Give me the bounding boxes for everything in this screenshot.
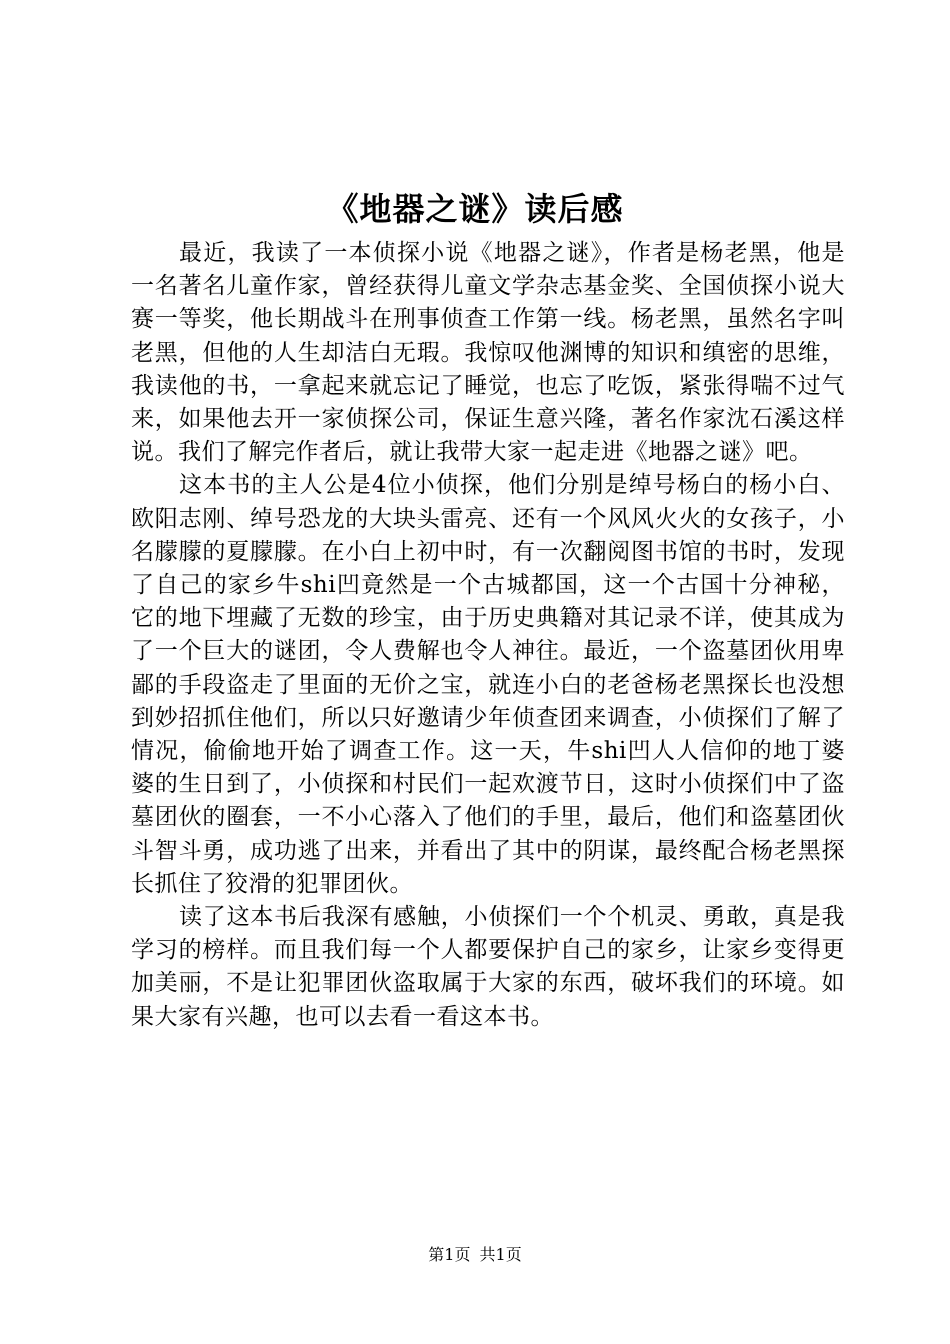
paragraph-1: 最近，我读了一本侦探小说《地器之谜》，作者是杨老黑，他是一名著名儿童作家，曾经获得儿童文学杂志基金奖、全国侦探小说大赛一等奖，他长期战斗在刑事侦查工作第一线。杨老黑，虽然名字叫老黑，但他的人生却洁白无瑕。我惊叹他渊博的知识和缜密的思维，我读他的书，一拿起来就忘记了睡觉，也忘了吃饭，紧张得喘不过气来，如果他去开一家侦探公司，保证生意兴隆，著名作家沈石溪这样说。我们了解完作者后，就让我带大家一起走进《地器之谜》吧。 — [131, 240, 845, 466]
document-title: 《地器之谜》读后感 — [326, 190, 624, 228]
page-number-total: 共1页 — [479, 1245, 522, 1264]
page-number-current: 第1页 — [428, 1245, 471, 1264]
document-body — [131, 237, 845, 1034]
page-footer — [0, 1244, 950, 1266]
paragraph-2: 这本书的主人公是4位小侦探，他们分别是绰号杨白的杨小白、欧阳志刚、绰号恐龙的大块头雷亮、还有一个风风火火的女孩子，小名朦朦的夏朦朦。在小白上初中时，有一次翻阅图书馆的书时，发现了自己的家乡牛shi凹竟然是一个古城都国，这一个古国十分神秘，它的地下埋藏了无数的珍宝，由于历史典籍对其记录不详，使其成为了一个巨大的谜团，令人费解也令人神往。最近，一个盗墓团伙用卑鄙的手段盗走了里面的无价之宝，就连小白的老爸杨老黑探长也没想到妙招抓住他们，所以只好邀请少年侦查团来调查，小侦探们了解了情况，偷偷地开始了调查工作。这一天，牛shi凹人人信仰的地丁婆婆的生日到了，小侦探和村民们一起欢渡节日，这时小侦探们中了盗墓团伙的圈套，一不小心落入了他们的手里，最后，他们和盗墓团伙斗智斗勇，成功逃了出来，并看出了其中的阴谋，最终配合杨老黑探长抓住了狡滑的犯罪团伙。 — [131, 472, 845, 897]
paragraph-3: 读了这本书后我深有感触，小侦探们一个个机灵、勇敢，真是我学习的榜样。而且我们每一个人都要保护自己的家乡，让家乡变得更加美丽，不是让犯罪团伙盗取属于大家的东西，破坏我们的环境。如果大家有兴趣，也可以去看一看这本书。 — [131, 904, 845, 1030]
